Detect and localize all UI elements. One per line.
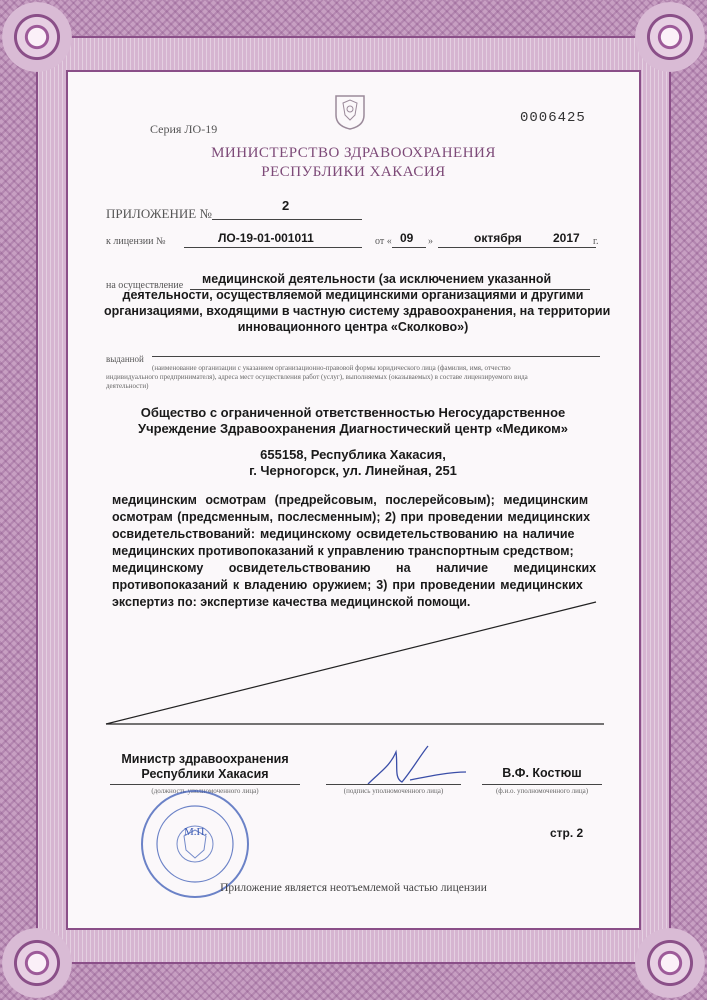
corner-rosette-icon — [635, 2, 705, 72]
issued-caption-2: индивидуального предпринимателя), адреса мест осуществления работ (услуг), выполняемых (оказываемых) в составе лицензируемого вида — [106, 373, 528, 381]
signer-position-line-2: Республики Хакасия — [141, 767, 269, 781]
org-name-line-2: Учреждение Здравоохранения Диагностический центр «Медиком» — [137, 421, 568, 436]
quote-close: » — [428, 236, 433, 247]
signer-name: В.Ф. Костюш — [502, 766, 582, 780]
form-number: 0006425 — [520, 110, 586, 126]
date-from-label: от « — [375, 236, 392, 247]
issued-label: выданной — [106, 354, 144, 364]
license-day: 09 — [400, 231, 414, 245]
org-address-line-1: 655158, Республика Хакасия, — [260, 447, 446, 462]
services-line-7: экспертиз по: экспертизе качества медицинской помощи. — [112, 595, 471, 609]
issued-caption-3: деятельности) — [106, 382, 149, 390]
activity-line-3: организациями, входящими в частную систему здравоохранения, на территории — [104, 304, 611, 318]
issued-caption-1: (наименование организации с указанием организационно-правовой формы юридического лица (фамилия, имя, отчество — [152, 364, 511, 372]
position-caption: (должность уполномоченного лица) — [151, 787, 259, 795]
org-address-line-2: г. Черногорск, ул. Линейная, 251 — [249, 463, 457, 478]
license-year: 2017 — [553, 231, 580, 245]
services-line-4: медицинских противопоказаний к управлению транспортным средством; — [112, 544, 574, 558]
services-line-2: осмотрам (предсменным, послесменным); 2) при проведении медицинских — [112, 510, 591, 524]
coat-of-arms-icon — [333, 93, 367, 131]
handwritten-signature — [350, 742, 470, 790]
services-line-1: медицинским осмотрам (предрейсовым, послерейсовым); медицинским — [112, 493, 589, 507]
services-line-6: противопоказаний к владению оружием; 3) при проведении медицинских — [112, 578, 583, 592]
activity-line-2: деятельности, осуществляемой медицинскими организациями и другими — [122, 288, 584, 302]
signature-caption: (подпись уполномоченного лица) — [343, 787, 444, 795]
corner-rosette-icon — [2, 928, 72, 998]
year-suffix: г. — [593, 236, 599, 247]
appendix-label: ПРИЛОЖЕНИЕ № — [106, 206, 212, 221]
activity-label: на осуществление — [106, 280, 184, 291]
signer-position-line-1: Министр здравоохранения — [121, 752, 289, 766]
license-number: ЛО-19-01-001011 — [218, 231, 314, 245]
name-caption: (ф.и.о. уполномоченного лица) — [495, 787, 589, 795]
services-line-5: медицинскому освидетельствованию на наличие медицинских — [112, 561, 597, 575]
license-label: к лицензии № — [106, 236, 166, 247]
page-number: стр. 2 — [550, 826, 584, 840]
activity-line-4: инновационного центра «Сколково») — [237, 320, 469, 334]
services-line-3: освидетельствований: медицинскому освидетельствованию на наличие — [112, 527, 575, 541]
ministry-subtitle: РЕСПУБЛИКИ ХАКАСИЯ — [261, 164, 446, 180]
stamp-place-mark: М.П. — [184, 826, 208, 838]
corner-rosette-icon — [2, 2, 72, 72]
license-month: октября — [474, 231, 522, 245]
blank-space-strike-line — [100, 600, 610, 730]
ministry-title: МИНИСТЕРСТВО ЗДРАВООХРАНЕНИЯ — [211, 145, 496, 161]
org-name-line-1: Общество с ограниченной ответственностью Негосударственное — [140, 405, 566, 420]
appendix-number: 2 — [282, 198, 290, 213]
footer-note: Приложение является неотъемлемой частью лицензии — [220, 882, 487, 894]
corner-rosette-icon — [635, 928, 705, 998]
series-label: Серия ЛО-19 — [150, 122, 218, 136]
activity-line-1: медицинской деятельности (за исключением указанной — [202, 272, 552, 286]
